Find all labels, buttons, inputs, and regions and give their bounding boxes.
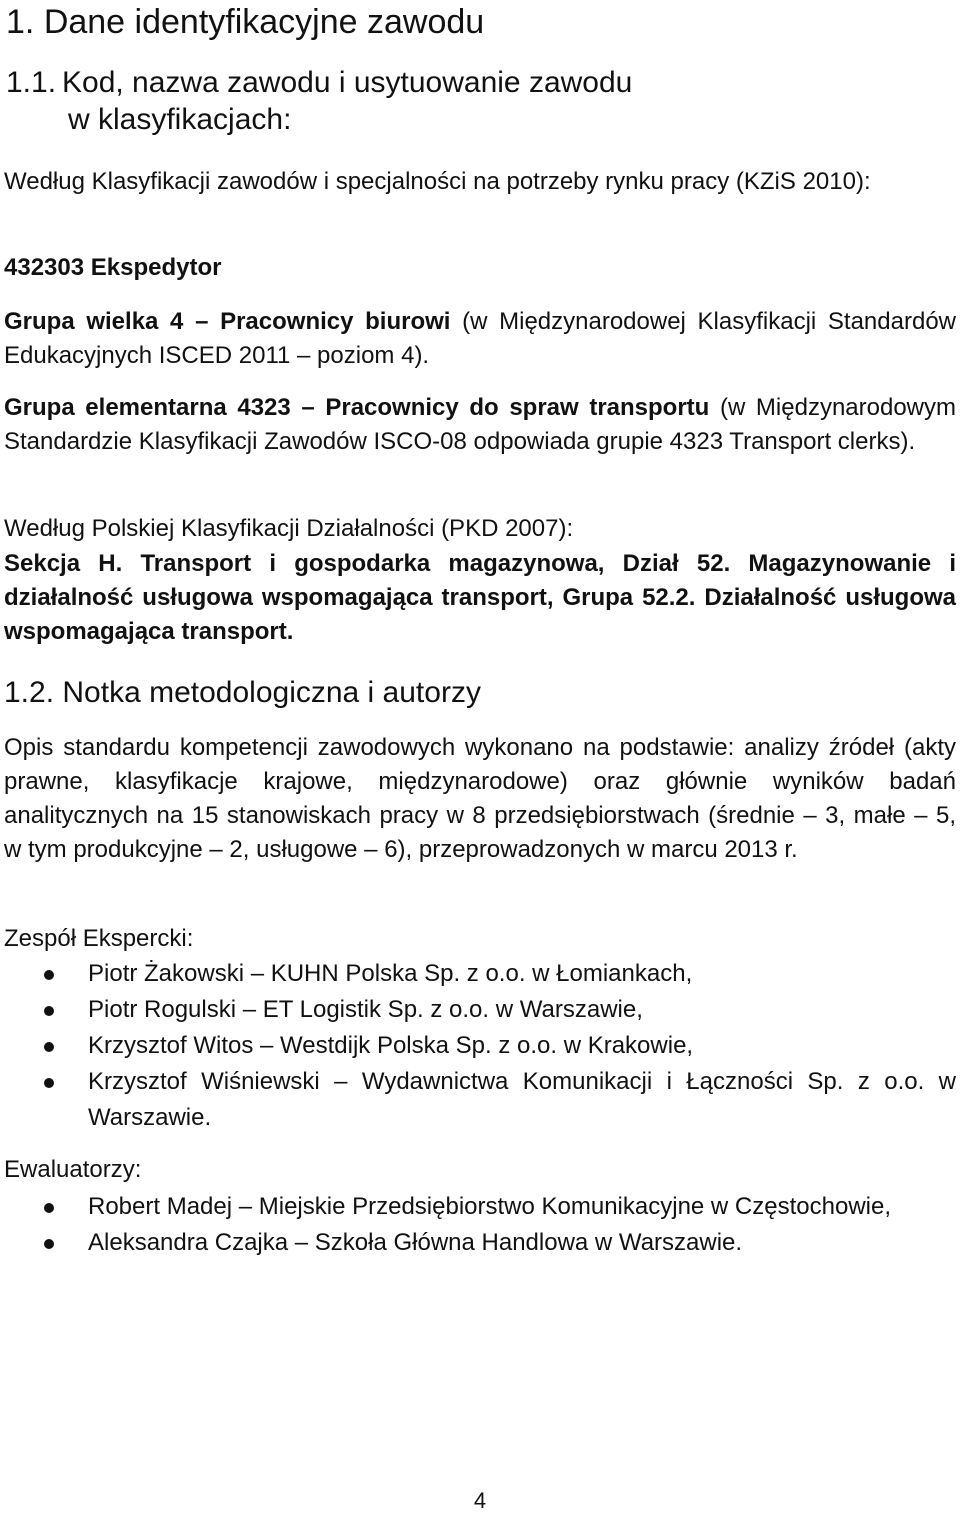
experts-label: Zespół Ekspercki: bbox=[4, 925, 194, 952]
bullet-icon bbox=[44, 1239, 54, 1249]
section-1-heading bbox=[6, 2, 484, 42]
major-group-rest: (w Międzynarodowej Klasyfikacji Standardów Edukacyjnych ISCED 2011 – poziom 4). bbox=[4, 308, 956, 369]
unit-group-rest: (w Międzynarodowym Standardzie Klasyfikacji Zawodów ISCO-08 odpowiada grupie 4323 Transport clerks). bbox=[4, 394, 956, 455]
kzis-intro: Według Klasyfikacji zawodów i specjalności na potrzeby rynku pracy (KZiS 2010): bbox=[4, 168, 871, 195]
section-1-1-title-line2: w klasyfikacjach: bbox=[68, 103, 292, 136]
major-group-paragraph bbox=[4, 305, 956, 373]
section-1-2-heading bbox=[4, 674, 481, 711]
section-1-title: Dane identyfikacyjne zawodu bbox=[43, 3, 485, 41]
section-1-1-heading bbox=[6, 64, 956, 138]
section-1-1-title-line1: Kod, nazwa zawodu i usytuowanie zawodu bbox=[62, 66, 633, 99]
list-item: Aleksandra Czajka – Szkoła Główna Handlowa w Warszawie. bbox=[0, 1225, 956, 1261]
list-item: Piotr Rogulski – ET Logistik Sp. z o.o. w Warszawie, bbox=[0, 992, 956, 1028]
methodology-description: Opis standardu kompetencji zawodowych wykonano na podstawie: analizy źródeł (akty prawne, klasyfikacje krajowe, międzynarodowe) oraz głównie wyników badań analitycznych na 15 stanowiskach pracy w 8 przedsiębiorstwach (średnie – 3, małe – 5, w tym produkcyjne – 2, usługowe – 6), przeprowadzonych w marcu 2013 r. bbox=[4, 734, 956, 863]
list-item: Krzysztof Wiśniewski – Wydawnictwa Komunikacji i Łączności Sp. z o.o. w Warszawie. bbox=[0, 1064, 956, 1136]
section-1-2-number: 1.2. bbox=[4, 676, 55, 709]
unit-group-bold: Grupa elementarna 4323 – Pracownicy do spraw transportu bbox=[4, 394, 710, 421]
evaluators-list bbox=[0, 1189, 956, 1261]
section-1-1-number: 1.1. bbox=[6, 66, 57, 99]
section-1-number: 1. bbox=[6, 3, 35, 41]
bullet-icon bbox=[44, 1042, 54, 1052]
bullet-icon bbox=[44, 1078, 54, 1088]
list-item: Krzysztof Witos – Westdijk Polska Sp. z o.o. w Krakowie, bbox=[0, 1028, 956, 1064]
bullet-icon bbox=[44, 970, 54, 980]
page-number: 4 bbox=[473, 1488, 487, 1513]
occupation-code-name: 432303 Ekspedytor bbox=[4, 254, 222, 281]
major-group-bold: Grupa wielka 4 – Pracownicy biurowi bbox=[4, 308, 451, 335]
pkd-intro: Według Polskiej Klasyfikacji Działalności (PKD 2007): bbox=[4, 515, 574, 542]
evaluators-label: Ewaluatorzy: bbox=[4, 1156, 142, 1183]
bullet-icon bbox=[44, 1203, 54, 1213]
bullet-icon bbox=[44, 1006, 54, 1016]
experts-list bbox=[0, 956, 956, 1136]
list-item: Piotr Żakowski – KUHN Polska Sp. z o.o. w Łomiankach, bbox=[0, 956, 956, 992]
unit-group-paragraph bbox=[4, 391, 956, 459]
pkd-classification: Sekcja H. Transport i gospodarka magazynowa, Dział 52. Magazynowanie i działalność usługowa wspomagająca transport, Grupa 52.2. Działalność usługowa wspomagająca transport. bbox=[4, 550, 956, 645]
section-1-2-title: Notka metodologiczna i autorzy bbox=[62, 676, 481, 709]
list-item: Robert Madej – Miejskie Przedsiębiorstwo Komunikacyjne w Częstochowie, bbox=[0, 1189, 956, 1225]
